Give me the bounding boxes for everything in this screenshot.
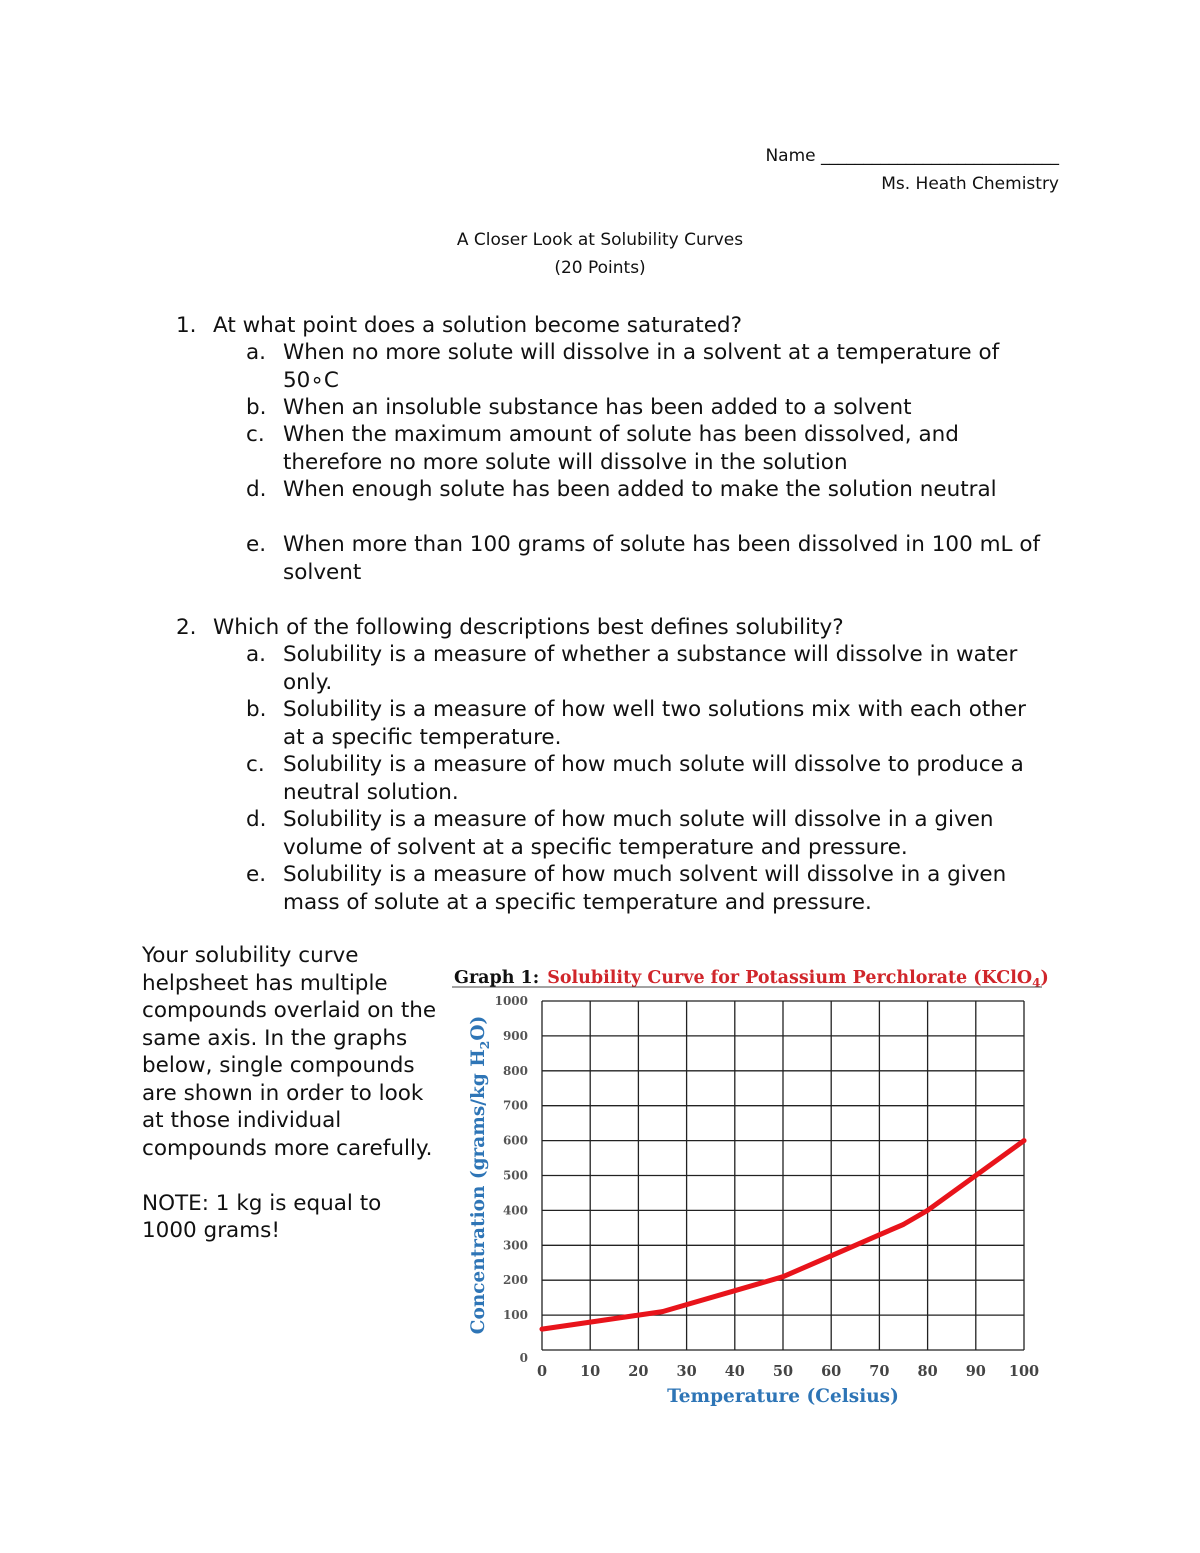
x-tick-label: 10 xyxy=(580,1363,601,1380)
option-letter: c. xyxy=(246,422,265,447)
data-point xyxy=(1022,1138,1027,1143)
solubility-chart xyxy=(440,955,1060,1425)
option-text: When no more solute will dissolve in a solvent at a temperature of 50∘C xyxy=(283,340,1000,393)
option-text: When an insoluble substance has been added to a solvent xyxy=(283,395,912,420)
data-point xyxy=(901,1222,906,1227)
option-letter: c. xyxy=(246,752,265,777)
name-field-line[interactable]: Name ____________________________ xyxy=(765,146,1059,166)
question-number: 2. xyxy=(176,615,197,640)
data-point xyxy=(588,1320,593,1325)
option-text: Solubility is a measure of how much solvent will dissolve in a given mass of solute at a specific temperature and pressure. xyxy=(283,862,1007,915)
option-text: Solubility is a measure of how well two solutions mix with each other at a specific temperature. xyxy=(283,697,1026,750)
x-tick-label: 80 xyxy=(917,1363,938,1380)
side-note xyxy=(142,942,442,1245)
x-tick-label: 50 xyxy=(772,1363,794,1380)
question-number: 1. xyxy=(176,313,197,338)
y-tick-label: 800 xyxy=(502,1063,528,1078)
worksheet-title: A Closer Look at Solubility Curves xyxy=(456,230,744,250)
option-letter: d. xyxy=(246,477,267,502)
option-text: Solubility is a measure of whether a substance will dissolve in water only. xyxy=(283,642,1018,695)
x-tick-label: 60 xyxy=(821,1363,842,1380)
x-tick-label: 20 xyxy=(628,1363,649,1380)
x-tick-label: 0 xyxy=(536,1363,548,1380)
option-text: When enough solute has been added to make the solution neutral xyxy=(283,477,997,502)
y-tick-label: 600 xyxy=(502,1133,528,1148)
option-letter: e. xyxy=(246,862,267,887)
graph-label: Graph 1: xyxy=(454,968,540,988)
option-text: Solubility is a measure of how much solute will dissolve in a given volume of solvent at a specific temperature and pressure. xyxy=(283,807,994,860)
option-letter: a. xyxy=(246,340,267,365)
data-point xyxy=(684,1302,689,1307)
option-letter: a. xyxy=(246,642,267,667)
x-axis-ticks xyxy=(537,1363,1039,1380)
data-point xyxy=(732,1288,737,1293)
option-text: When more than 100 grams of solute has been dissolved in 100 mL of solvent xyxy=(283,532,1041,585)
option-letter: d. xyxy=(246,807,267,832)
x-axis-label: Temperature (Celsius) xyxy=(667,1386,899,1407)
option-text: Solubility is a measure of how much solute will dissolve to produce a neutral solution. xyxy=(283,752,1024,805)
side-note-kg: NOTE: 1 kg is equal to 1000 grams! xyxy=(142,1190,382,1243)
data-point xyxy=(925,1208,930,1213)
y-tick-label: 900 xyxy=(502,1028,528,1043)
option-text: When the maximum amount of solute has been dissolved, and therefore no more solute will dissolve in the solution xyxy=(283,422,959,475)
x-tick-label: 40 xyxy=(724,1363,745,1380)
data-point xyxy=(877,1232,882,1237)
data-point xyxy=(829,1253,834,1258)
y-tick-label: 100 xyxy=(502,1308,528,1323)
y-axis-label: Concentration (grams/kg $H_2O$) xyxy=(468,1015,492,1335)
data-point xyxy=(636,1313,641,1318)
worksheet-points: (20 Points) xyxy=(554,258,646,278)
chart-grid xyxy=(542,1001,1024,1350)
option-letter: e. xyxy=(246,532,267,557)
x-tick-label: 70 xyxy=(869,1363,890,1380)
y-axis-ticks xyxy=(495,994,528,1365)
y-tick-label: 0 xyxy=(519,1351,528,1365)
option-letter: b. xyxy=(246,697,267,722)
y-tick-label: 400 xyxy=(502,1203,528,1218)
y-tick-label: 1000 xyxy=(494,994,528,1008)
question-text: At what point does a solution become saturated? xyxy=(213,313,742,338)
y-tick-label: 200 xyxy=(502,1273,528,1288)
y-tick-label: 300 xyxy=(502,1238,528,1253)
option-letter: b. xyxy=(246,395,267,420)
x-tick-label: 100 xyxy=(1008,1363,1040,1380)
data-point xyxy=(660,1309,665,1314)
data-point xyxy=(540,1327,545,1332)
y-tick-label: 500 xyxy=(502,1168,528,1183)
side-note-paragraph: Your solubility curve helpsheet has multiple compounds overlaid on the same axis. In the graphs below, single compounds are shown in order to look at those individual compounds more carefully. xyxy=(142,943,437,1161)
data-point xyxy=(973,1173,978,1178)
data-point xyxy=(781,1274,786,1279)
x-tick-label: 30 xyxy=(676,1363,697,1380)
chart-title: Solubility Curve for Potassium Perchlorate (KClO$_4$) xyxy=(547,968,1049,990)
question-text: Which of the following descriptions best defines solubility? xyxy=(213,615,844,640)
teacher-label: Ms. Heath Chemistry xyxy=(881,174,1059,194)
x-tick-label: 90 xyxy=(965,1363,986,1380)
y-tick-label: 700 xyxy=(502,1098,528,1113)
